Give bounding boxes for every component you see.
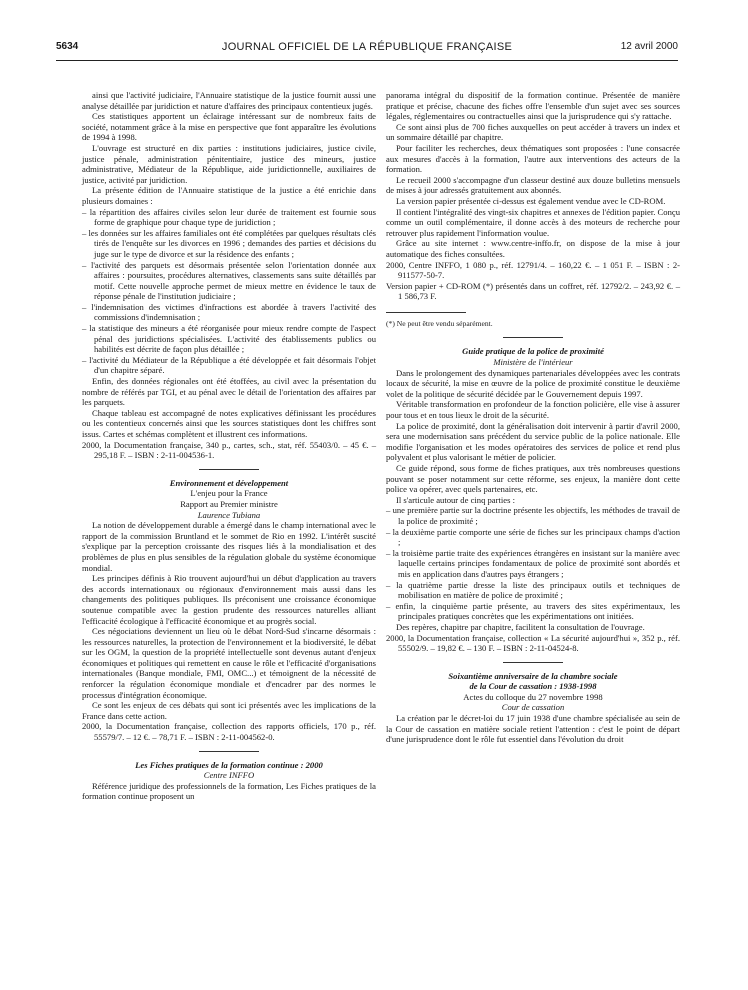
paragraph: La police de proximité, dont la généralisation doit intervenir à partir d'avril 2000, sera une modernisation sans précédent du service public de la police nationale. Elle modifie l'organisation et les modes opératoires des services de police et rend plus polyvalent et plus valorisant le métier de policier. (386, 420, 680, 463)
issue-date: 12 avril 2000 (620, 41, 678, 52)
author-name: Laurence Tubiana (197, 509, 261, 520)
paragraph: Ce sont ainsi plus de 700 fiches auxquelles on peut accéder à travers un index et un sommaire détaillé par chapitre. (386, 121, 680, 143)
paragraph: Véritable transformation en profondeur de la fonction policière, elle vise à assurer pour tous et en tous lieux le droit de la sécurité. (386, 399, 680, 421)
publication-reference: 2000, la Documentation française, collection des rapports officiels, 170 p., réf. 55579/7. – 12 €. – 78,71 F. – ISBN : 2-11-004562-0. (82, 721, 376, 743)
journal-title: JOURNAL OFFICIEL DE LA RÉPUBLIQUE FRANÇAISE (221, 41, 513, 53)
section-divider (199, 469, 259, 470)
publisher-name: Ministère de l'intérieur (493, 357, 573, 368)
paragraph: Les principes définis à Rio trouvent aujourd'hui un début d'application au travers des accords internationaux ou régionaux d'environnement mais aussi dans les changements des politiques publiques. Ils préconisent une croissance économique soutenue compatible avec la gestion prudente des ressources naturelles alliant l'efficacité écologique à l'efficacité économique et au progrès social. (82, 573, 376, 626)
list-item: – l'activité des parquets est désormais présentée selon l'orientation donnée aux affaires : poursuites, procédures alternatives, classements sans suite détaillés par motif. Cette nouvelle approche permet de mieux mettre en évidence le taux de réponse pénale de l'institution judiciaire ; (82, 259, 376, 302)
paragraph: Ce guide répond, sous forme de fiches pratiques, aux très nombreuses questions pouvant se poser notamment sur cette réforme, ses enjeux, la manière dont cette police va opérer, avec quels partenaires, etc. (386, 463, 680, 495)
section-title: Les Fiches pratiques de la formation continue : 2000 (135, 759, 323, 770)
publisher-name: Centre INFFO (203, 770, 255, 781)
paragraph: L'ouvrage est structuré en dix parties : institutions judiciaires, justice civile, justice pénale, administration pénitentiaire, justice des mineurs, justice administrative, Médiateur de la République, aide juridictionnelle, auxiliaires de justice, activité par juridiction. (82, 142, 376, 185)
section-title: Soixantième anniversaire de la chambre sociale (448, 670, 618, 681)
paragraph: Des repères, chapitre par chapitre, facilitent la consultation de l'ouvrage. (396, 621, 645, 632)
section-title-continued: de la Cour de cassation : 1938-1998 (469, 681, 597, 692)
paragraph: La notion de développement durable a émergé dans le champ international avec le rapport de la commission Bruntland et le sommet de Rio en 1992. L'intérêt suscité s'explique par la perception croissante des risques liés à la mondialisation et des problèmes de plus en plus sensibles de la régulation globale du système économique mondial. (82, 520, 376, 573)
paragraph: Pour faciliter les recherches, deux thématiques sont proposées : l'une consacrée aux mesures d'accès à la formation, l'autre aux interventions des acteurs de la formation. (386, 142, 680, 175)
publication-reference: 2000, la Documentation française, collection « La sécurité aujourd'hui », 352 p., réf. 55502/9. – 19,82 €. – 130 F. – ISBN : 2-11-04524-8. (386, 632, 680, 654)
right-column (386, 90, 680, 745)
section-title: Environnement et développement (169, 477, 289, 488)
book-subtitle: Rapport au Premier ministre (180, 498, 278, 509)
paragraph: Grâce au site internet : www.centre-inffo.fr, on dispose de la mise à jour automatique des fiches consultées. (386, 238, 680, 259)
list-item: – enfin, la cinquième partie présente, au travers des sites expérimentaux, les principales pratiques concrètes que les expérimentations ont initiées. (386, 600, 680, 622)
paragraph: Il contient l'intégralité des vingt-six chapitres et annexes de l'édition papier. Conçu comme un outil complémentaire, il donne accès à des moteurs de recherche pour retrouver plus rapidement l'information voulue. (386, 206, 680, 238)
section-divider (199, 751, 259, 752)
list-item: – la répartition des affaires civiles selon leur durée de traitement est fournie sous forme de graphique pour chaque type de juridiction ; (82, 206, 376, 228)
publication-reference: Version papier + CD-ROM (*) présentés dans un coffret, réf. 12792/2. – 243,92 €. – 1 586,73 F. (386, 280, 680, 302)
list-item: – les données sur les affaires familiales ont été complétées par quelques résultats clés tirés de l'enquête sur les divorces en 1996 ; demandes des parties et décisions du juge sur le type de divorce et sur la résidence des enfants ; (82, 227, 376, 259)
list-item: – une première partie sur la doctrine présente les objectifs, les méthodes de travail de la police de proximité ; (386, 505, 680, 526)
book-title: L'enjeu pour la France (190, 488, 268, 499)
section-title: Guide pratique de la police de proximité (462, 346, 604, 357)
section-divider (503, 337, 563, 338)
paragraph: Référence juridique des professionnels de la formation, Les Fiches pratiques de la formation continue proposent un (82, 780, 376, 802)
paragraph: La présente édition de l'Annuaire statistique de la justice a été enrichie dans plusieurs domaines : (82, 185, 376, 206)
paragraph: Dans le prolongement des dynamiques partenariales développées avec les contrats locaux de sécurité, la mise en œuvre de la police de proximité constitue le deuxième volet de la politique de sécurité décidée par le Gouvernement depuis 1997. (386, 367, 680, 399)
page-header (56, 38, 678, 61)
publication-reference: 2000, Centre INFFO, 1 080 p., réf. 12791/4. – 160,22 €. – 1 051 F. – ISBN : 2-911577-50-7. (386, 259, 680, 281)
list-item: – la troisième partie traite des expériences étrangères en insistant sur la manière avec laquelle certains principes fondamentaux de police de proximité sont abordés et mis en application dans d'autres pays étrangers ; (386, 547, 680, 579)
paragraph: La version papier présentée ci-dessus est également vendue avec le CD-ROM. (396, 195, 666, 206)
paragraph: Ces négociations deviennent un lieu où le débat Nord-Sud s'incarne désormais : les ressources naturelles, la protection de l'environnement et la biodiversité, le débat sur les OGM, la question de la propriété intellectuelle sont devenus autant d'enjeux économiques et politiques qui remettent en cause le rôle et l'efficacité d'organisations internationales (Banque mondiale, FMI, OMC...) et témoignent de la nécessité de renforcer la régulation économique mondiale et d'encadrer par des normes le processus d'intégration économique. (82, 626, 376, 700)
list-item: – la quatrième partie dresse la liste des principaux outils et techniques de mobilisation en matière de police de proximité ; (386, 579, 680, 601)
list-item: – la statistique des mineurs a été réorganisée pour mieux rendre compte de l'aspect pénal des juridictions spécialisées. L'activité des établissements publics ou habilités est décrite de façon plus détaillée ; (82, 323, 376, 355)
footnote: (*) Ne peut être vendu séparément. (386, 318, 493, 328)
paragraph: Ce sont les enjeux de ces débats qui sont ici présentés avec les implications de la France dans cette action. (82, 700, 376, 721)
page-number: 5634 (56, 41, 79, 52)
publication-reference: 2000, la Documentation française, 340 p., cartes, sch., stat, réf. 55403/0. – 45 €. – 295,18 F. – ISBN : 2-11-004536-1. (82, 439, 376, 461)
paragraph: Enfin, des données régionales ont été étoffées, au civil avec la présentation du nombre de référés par TGI, et au pénal avec le détail de l'orientation des affaires par les parquets. (82, 376, 376, 408)
list-item: – la deuxième partie comporte une série de fiches sur les principaux champs d'action ; (386, 526, 680, 548)
paragraph: panorama intégral du dispositif de la formation continue. Présentée de manière pratique et précise, chacune des fiches offre l'ensemble d'un sujet avec ses sources légales, réglementaires ou contractuelles ainsi que la jurisprudence qui s'y rattache. (386, 90, 680, 122)
paragraph: ainsi que l'activité judiciaire, l'Annuaire statistique de la justice fournit aussi une analyse détaillée par juridiction et nature d'affaires des principaux contentieux jugés. (82, 90, 376, 111)
paragraph: Ces statistiques apportent un éclairage intéressant sur de nombreux faits de société, notamment grâce à la mise en perspective que font apparaître les évolutions de 1994 à 1998. (82, 111, 376, 143)
paragraph: Il s'articule autour de cinq parties : (396, 494, 515, 505)
paragraph: La création par le décret-loi du 17 juin 1938 d'une chambre spécialisée au sein de la Cour de cassation en matière sociale retient l'attention : c'est le point de départ d'une jurisprudence dont le rôle fut essentiel dans l'évolution du droit (386, 713, 680, 745)
paragraph: Chaque tableau est accompagné de notes explicatives définissant les procédures ou les contentieux concernés ainsi que les sources statistiques dont les chiffres sont issus. Cartes et schémas complètent et illustrent ces informations. (82, 407, 376, 439)
section-divider (503, 662, 563, 663)
paragraph: Le recueil 2000 s'accompagne d'un classeur destiné aux douze bulletins mensuels de mises à jour adressés gratuitement aux abonnés. (386, 174, 680, 196)
footnote-divider (386, 312, 466, 313)
book-subtitle: Actes du colloque du 27 novembre 1998 (463, 691, 603, 702)
list-item: – l'indemnisation des victimes d'infractions est abordée à travers l'activité des commissions d'indemnisation ; (82, 301, 376, 323)
publisher-name: Cour de cassation (501, 702, 565, 713)
left-column (82, 90, 376, 802)
list-item: – l'activité du Médiateur de la République a été développée et fait désormais l'objet d'un chapitre séparé. (82, 354, 376, 376)
